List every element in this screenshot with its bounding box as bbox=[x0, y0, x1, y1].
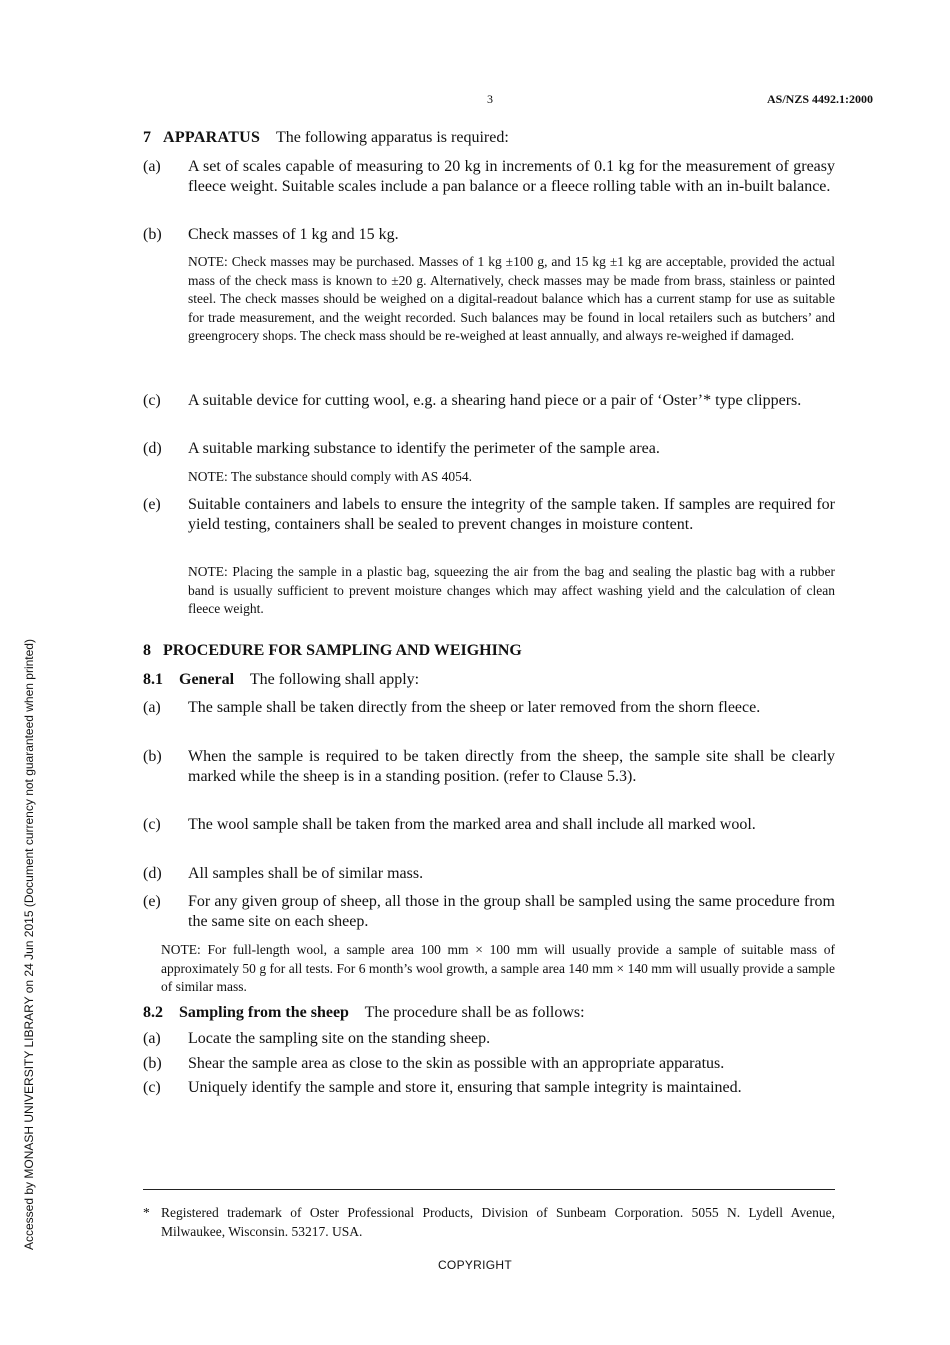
item-text: For any given group of sheep, all those in the group shall be sampled using the same procedure from the same site on each sheep. bbox=[188, 893, 835, 930]
item-label: (c) bbox=[143, 1079, 161, 1096]
note-plastic-bag: NOTE: Placing the sample in a plastic bag, squeezing the air from the bag and sealing the plastic bag with a rubber band is usually sufficient to prevent moisture changes which may affect washing yield and the calculation of clean fleece weight. bbox=[188, 564, 835, 616]
section-8-number: 8 bbox=[143, 642, 151, 659]
list-item bbox=[143, 864, 835, 884]
item-label: (a) bbox=[143, 158, 161, 175]
item-label: (b) bbox=[143, 1055, 162, 1072]
list-item bbox=[143, 439, 835, 459]
section-8-heading bbox=[143, 641, 835, 661]
list-item bbox=[143, 157, 835, 197]
list-item bbox=[143, 747, 835, 787]
section-8-title: PROCEDURE FOR SAMPLING AND WEIGHING bbox=[163, 642, 522, 659]
item-label: (c) bbox=[143, 392, 161, 409]
item-text: When the sample is required to be taken directly from the sheep, the sample site shall be clearly marked while the sheep is in a standing position. (refer to Clause 5.3). bbox=[188, 748, 835, 785]
list-item bbox=[143, 495, 835, 535]
section-7-title: APPARATUS bbox=[163, 129, 261, 146]
item-label: (e) bbox=[143, 893, 161, 910]
list-item bbox=[143, 1029, 835, 1049]
section-7-heading bbox=[143, 128, 835, 148]
subsection-8-1-intro: The following shall apply: bbox=[249, 671, 420, 688]
item-text: A suitable device for cutting wool, e.g. a shearing hand piece or a pair of ‘Oster’* type clippers. bbox=[188, 392, 802, 409]
item-label: (d) bbox=[143, 440, 162, 457]
footnote-text: Registered trademark of Oster Professional Products, Division of Sunbeam Corporation. 5055 N. Lydell Avenue, Milwaukee, Wisconsin. 53217. USA. bbox=[161, 1205, 835, 1239]
page-number: 3 bbox=[487, 92, 493, 106]
section-7-intro: The following apparatus is required: bbox=[275, 129, 509, 146]
access-notice: Accessed by MONASH UNIVERSITY LIBRARY on 24 Jun 2015 (Document currency not guaranteed when printed) bbox=[22, 639, 36, 1250]
item-label: (e) bbox=[143, 496, 161, 513]
subsection-8-1-heading bbox=[143, 670, 835, 690]
item-label: (a) bbox=[143, 1030, 161, 1047]
item-text: Shear the sample area as close to the skin as possible with an appropriate apparatus. bbox=[188, 1055, 725, 1072]
item-text: Uniquely identify the sample and store it, ensuring that sample integrity is maintained. bbox=[188, 1079, 742, 1096]
section-7-number: 7 bbox=[143, 129, 151, 146]
list-item bbox=[143, 815, 835, 835]
list-item bbox=[143, 1078, 835, 1098]
list-item bbox=[143, 391, 835, 411]
item-text: The wool sample shall be taken from the marked area and shall include all marked wool. bbox=[188, 816, 756, 833]
item-text: Check masses of 1 kg and 15 kg. bbox=[188, 226, 399, 243]
subsection-8-1-title: General bbox=[179, 671, 235, 688]
item-text: A set of scales capable of measuring to 20 kg in increments of 0.1 kg for the measurement of greasy fleece weight. Suitable scales include a pan balance or a fleece rolling table with an in-built balance. bbox=[188, 158, 835, 195]
subsection-8-2-number: 8.2 bbox=[143, 1004, 163, 1021]
item-label: (b) bbox=[143, 226, 162, 243]
footnote-mark: * bbox=[143, 1205, 150, 1220]
footnote-divider bbox=[143, 1189, 835, 1190]
copyright-label: COPYRIGHT bbox=[437, 1258, 513, 1272]
subsection-8-2-heading bbox=[143, 1003, 835, 1023]
item-text: The sample shall be taken directly from the sheep or later removed from the shorn fleece. bbox=[188, 699, 761, 716]
subsection-8-2-title: Sampling from the sheep bbox=[179, 1004, 349, 1021]
note-sample-area: NOTE: For full-length wool, a sample area 100 mm × 100 mm will usually provide a sample of suitable mass of approximately 50 g for all tests. For 6 month’s wool growth, a sample area 140 mm × 140 mm will usually provide a sample of similar mass. bbox=[161, 942, 835, 994]
list-item bbox=[143, 1054, 835, 1074]
subsection-8-2-intro: The procedure shall be as follows: bbox=[364, 1004, 585, 1021]
list-item bbox=[143, 225, 835, 245]
item-text: All samples shall be of similar mass. bbox=[188, 865, 424, 882]
list-item bbox=[143, 892, 835, 932]
item-text: A suitable marking substance to identify the perimeter of the sample area. bbox=[188, 440, 660, 457]
item-text: Locate the sampling site on the standing sheep. bbox=[188, 1030, 491, 1047]
item-label: (c) bbox=[143, 816, 161, 833]
subsection-8-1-number: 8.1 bbox=[143, 671, 163, 688]
item-label: (a) bbox=[143, 699, 161, 716]
item-label: (d) bbox=[143, 865, 162, 882]
note-marking-substance: NOTE: The substance should comply with AS 4054. bbox=[188, 469, 472, 484]
standard-id: AS/NZS 4492.1:2000 bbox=[766, 92, 873, 106]
note-check-masses: NOTE: Check masses may be purchased. Masses of 1 kg ±100 g, and 15 kg ±1 kg are acceptable, provided the actual mass of the check mass is known to ±20 g. Alternatively, check masses may be made from brass, stainless or painted steel. The check masses should be weighed on a digital-readout balance which has a current stamp for use as suitable for trade measurement, and the weight recorded. Such balances may be found in local retailers such as butchers’ and greengrocery shops. The check mass should be re-weighed at least annually, and always re-weighed if damaged. bbox=[188, 254, 835, 343]
item-text: Suitable containers and labels to ensure the integrity of the sample taken. If samples are required for yield testing, containers shall be sealed to prevent changes in moisture content. bbox=[188, 496, 835, 533]
list-item bbox=[143, 698, 835, 718]
footnote bbox=[143, 1204, 835, 1241]
item-label: (b) bbox=[143, 748, 162, 765]
